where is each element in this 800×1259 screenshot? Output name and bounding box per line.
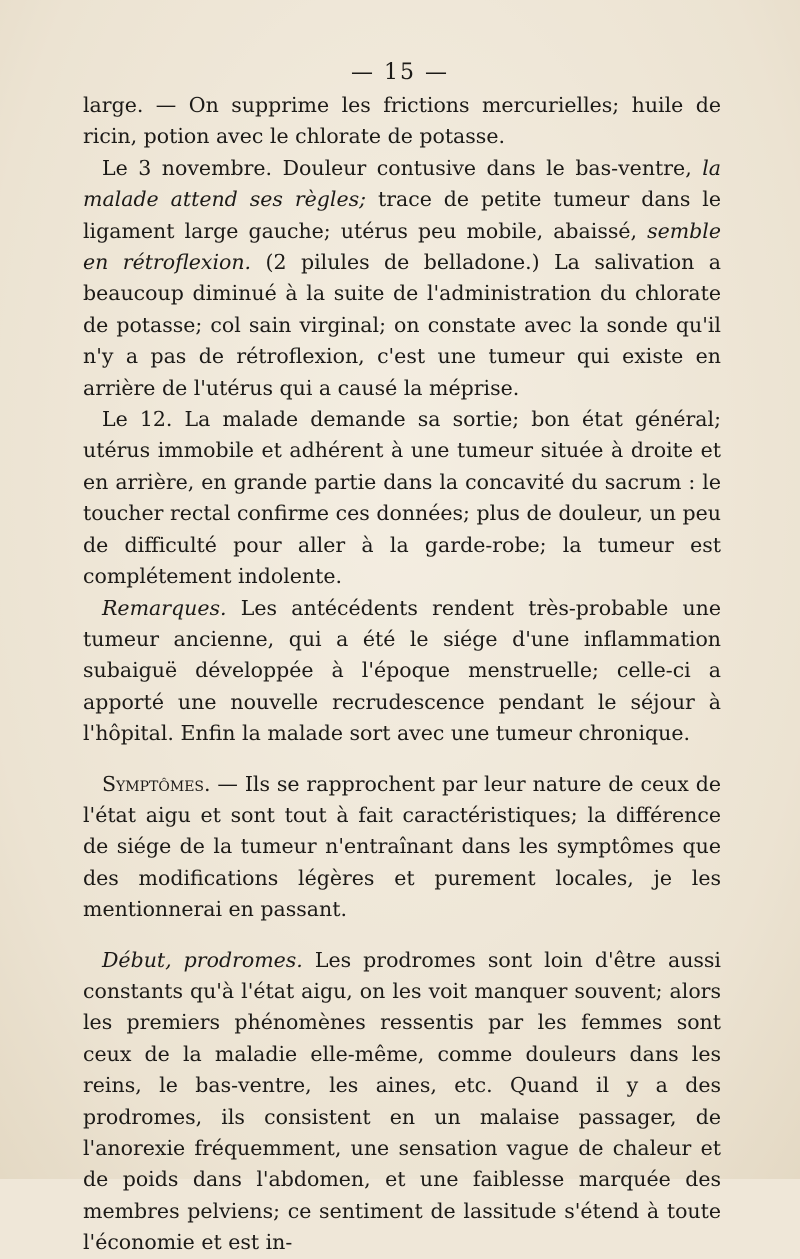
body-text — [83, 90, 721, 1259]
paragraph-p4 — [83, 593, 721, 750]
page-number: — 15 — — [351, 60, 449, 85]
text-segment: trace de petite tumeur dans le ligament large gauche; utérus peu mobile, abaissé, — [83, 187, 721, 243]
text-segment: semble en rétroflexion. — [83, 218, 721, 275]
paragraph-p6 — [83, 945, 721, 1259]
text-segment: Symptômes. — [102, 771, 211, 796]
text-segment: Début, prodromes. — [102, 947, 303, 972]
text-segment: — Ils se rapprochent par leur nature de ceux de l'état aigu et sont tout à fait caractéristiques; la différence de siége de la tumeur n'entraînant dans les symptômes que des modifications légères et purement locales, je les mentionnerai en passant. — [83, 771, 721, 922]
text-segment: (2 pilules de belladone.) La salivation a beaucoup diminué à la suite de l'administration du chlorate de potasse; col sain virginal; on constate avec la sonde qu'il n'y a pas de rétroflexion, c'est une tumeur qui existe en arrière de l'utérus qui a causé la méprise. — [83, 250, 721, 400]
paragraph-p1 — [83, 90, 721, 153]
text-segment: Les antécédents rendent très-probable une tumeur ancienne, qui a été le siége d'une inflammation subaiguë développée à l'époque menstruelle; celle-ci a apporté une nouvelle recrudescence pendant le séjour à l'hôpital. Enfin la malade sort avec une tumeur chronique. — [83, 595, 721, 746]
text-segment: large. — On supprime les frictions mercurielles; huile de ricin, potion avec le chlorate de potasse. — [83, 93, 721, 149]
paragraph-p5 — [83, 769, 721, 926]
text-segment: Le 12. La malade demande sa sortie; bon état général; utérus immobile et adhérent à une tumeur située à droite et en arrière, en grande partie dans la concavité du sacrum : le toucher rectal confirme ces données; plus de douleur, un peu de difficulté pour aller à la garde-robe; la tumeur est complétement indolente. — [83, 407, 721, 589]
paragraph-p2 — [83, 153, 721, 404]
paragraph-p3 — [83, 404, 721, 592]
text-segment: Le 3 novembre. Douleur contusive dans le bas-ventre, — [102, 155, 703, 180]
text-segment: Remarques. — [102, 595, 227, 620]
text-segment: la malade attend ses règles; — [83, 155, 721, 212]
text-segment: Les prodromes sont loin d'être aussi constants qu'à l'état aigu, on les voit manquer souvent; alors les premiers phénomènes ressentis par les femmes sont ceux de la maladie elle-même, comme douleurs dans les reins, le bas-ventre, les aines, etc. Quand il y a des prodromes, ils consistent en un malaise passager, de l'anorexie fréquemment, une sensation vague de chaleur et de poids dans l'abdomen, et une faiblesse marquée des membres pelviens; ce sentiment de lassitude s'étend à toute l'économie et est in- — [83, 947, 721, 1255]
